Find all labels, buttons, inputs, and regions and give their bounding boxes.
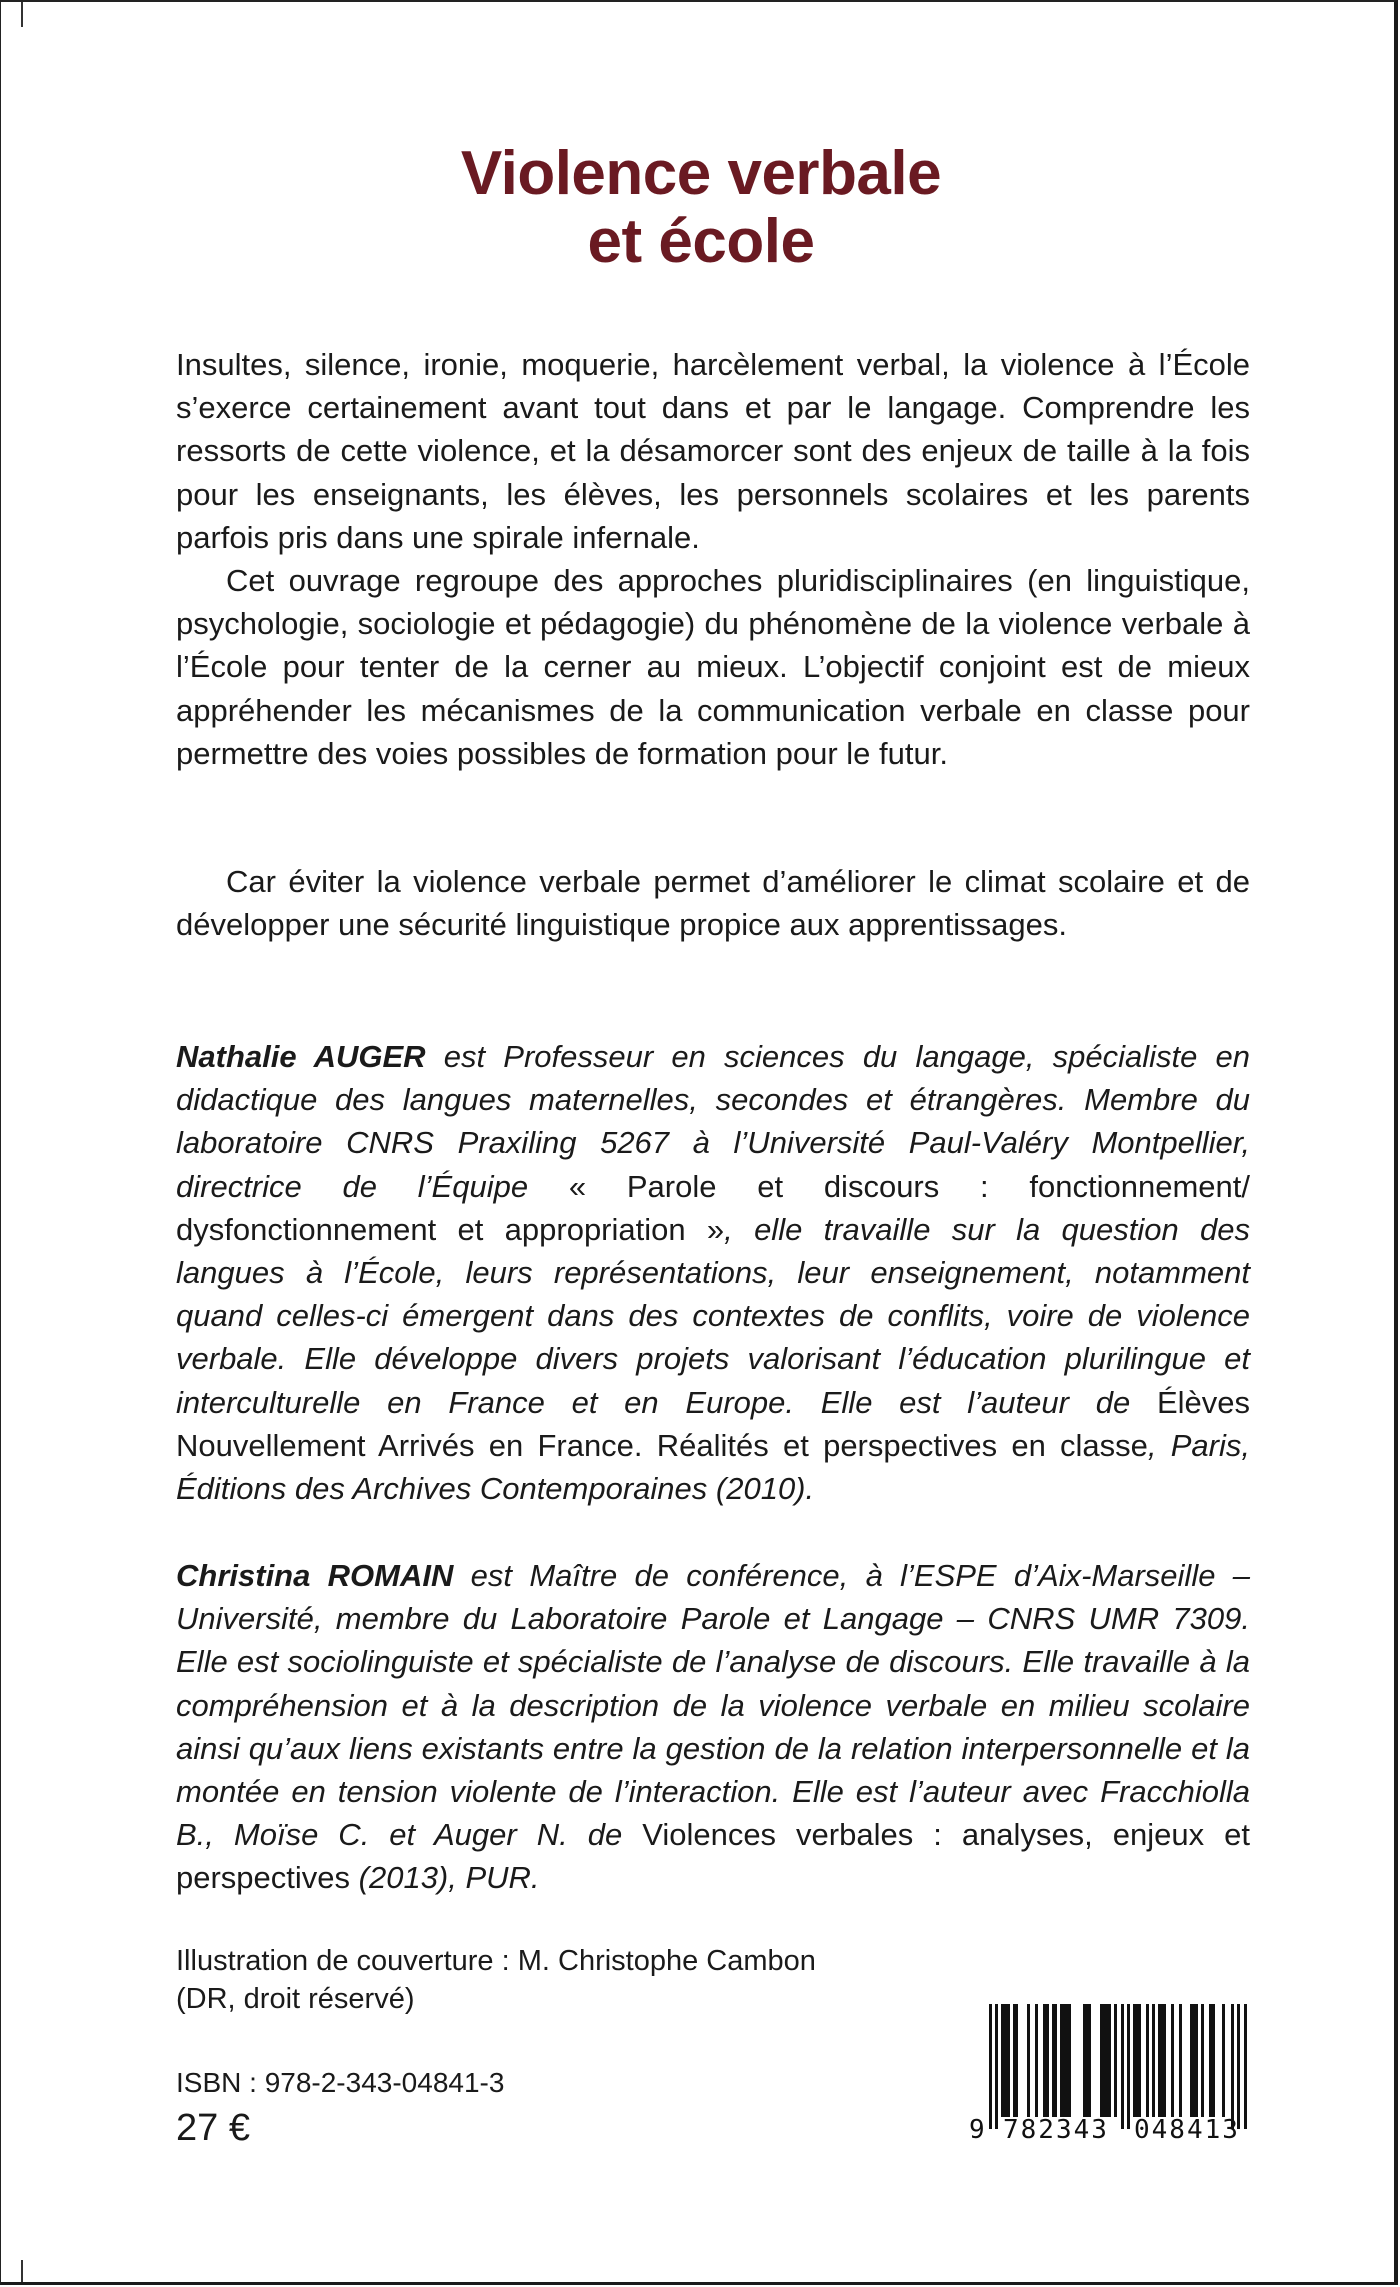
author-bio-paragraph [176,1035,1250,1510]
summary-section [176,343,1250,775]
price: 27 € [176,2107,250,2149]
bio-text: est Maître de conférence, à l’ESPE d’Aix-Marseille – Université, membre du Laboratoire Parole et Langage – CNRS UMR 7309. Elle est sociolinguiste et spécialiste de l’analyse de discours. Elle travaille à la compréhension et à la description de la violence verbale en milieu scolaire ainsi qu’aux liens existants entre la gestion de la relation interpersonnelle et la montée en tension violente de l’interaction. Elle est l’auteur avec Fracchiolla B., Moïse C. et Auger N. de [176,1558,1250,1853]
author-bio-auger [176,1035,1250,1510]
bio-text: est Professeur en sciences du langage, spécialiste en didactique des langues maternelles, secondes et étrangères. Membre du laboratoire CNRS Praxiling 5267 à l’Université Paul-Valéry Montpellier, directrice de l’Équipe [176,1039,1250,1204]
barcode [959,1992,1249,2142]
bio-text: (2013), PUR. [350,1860,540,1896]
barcode-digits-right: 048413 [1134,2115,1240,2142]
author-bio-romain [176,1554,1250,1900]
closing-section [176,860,1250,946]
summary-paragraph-1: Insultes, silence, ironie, moquerie, harcèlement verbal, la violence à l’École s’exerce certainement avant tout dans et par le langage. Comprendre les ressorts de cette violence, et la désamorcer sont des enjeux de taille à la fois pour les enseignants, les élèves, les personnels scolaires et les parents parfois pris dans une spirale infernale. [176,347,1250,555]
bio-text: , Paris, Éditions des Archives Contemporaines (2010). [176,1427,1250,1507]
illustration-credit: Illustration de couverture : M. Christophe Cambon [176,1945,816,1977]
rights-note: (DR, droit réservé) [176,1983,415,2015]
author-name: Nathalie AUGER [176,1039,426,1074]
crop-mark-top-left [21,2,23,27]
author-bio-paragraph [176,1554,1250,1900]
book-reference-title: Élèves Nouvellement Arrivés en France. Réalités et perspectives en classe [176,1384,1250,1463]
barcode-digits-left: 782343 [1003,2115,1109,2142]
isbn: ISBN : 978-2-343-04841-3 [176,2067,505,2098]
bio-text: , elle travaille sur la question des langues à l’École, leurs représentations, leur enseignement, notamment quand celles-ci émergent dans des contextes de conflits, voire de violence verbale. Elle développe divers projets valorisant l’éducation plurilingue et interculturelle en France et en Europe. Elle est l’auteur de [176,1211,1250,1420]
title-line-2: et école [587,207,815,276]
book-reference-title: Violences verbales : analyses, enjeux et perspectives [176,1817,1250,1896]
summary-paragraph-3: Car éviter la violence verbale permet d’améliorer le climat scolaire et de développer une sécurité linguistique propice aux apprentissages. [176,864,1250,943]
book-title [1,140,1400,276]
cover-credits [176,1942,816,2018]
summary-paragraph-2: Cet ouvrage regroupe des approches pluridisciplinaires (en linguistique, psychologie, sociologie et pédagogie) du phénomène de la violence verbale à l’École pour tenter de la cerner au mieux. L’objectif conjoint est de mieux appréhender les mécanismes de la communication verbale en classe pour permettre des voies possibles de formation pour le futur. [176,563,1250,771]
crop-mark-bottom-left [21,2260,23,2282]
barcode-digit-first: 9 [969,2115,985,2142]
title-line-1: Violence verbale [460,139,942,208]
team-name: « Parole et discours : fonctionnement/ dysfonctionnement et appropriation » [176,1168,1250,1247]
barcode-icon [959,1992,1249,2142]
author-name: Christina ROMAIN [176,1558,454,1593]
